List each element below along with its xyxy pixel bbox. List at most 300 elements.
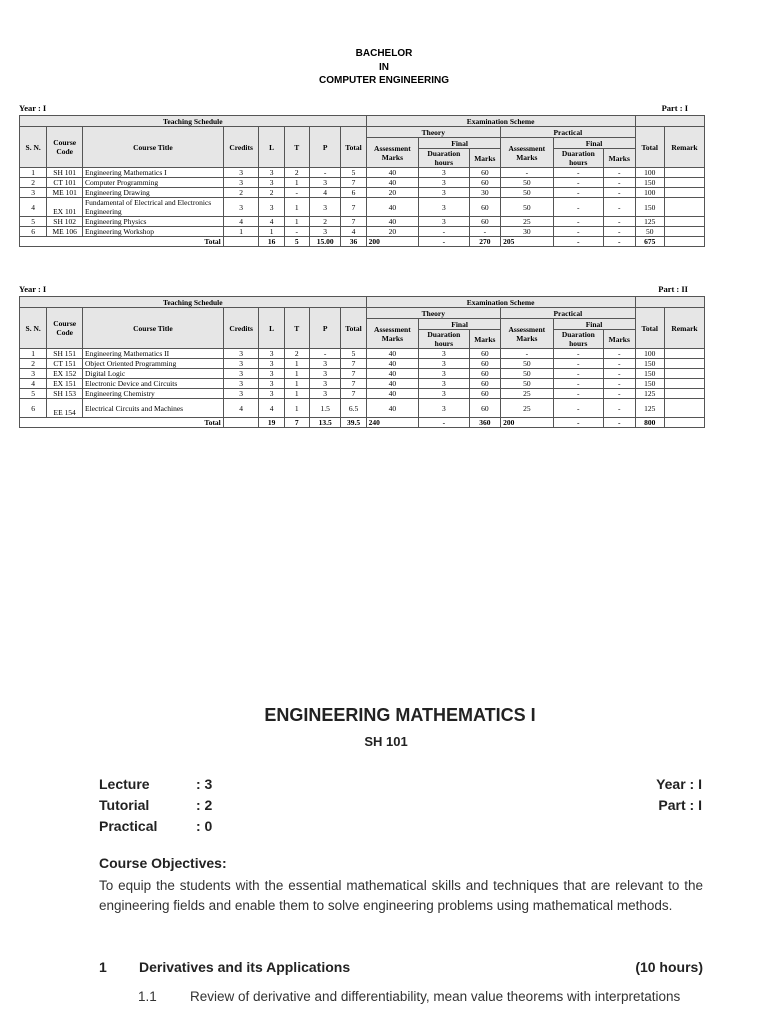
practical-marks-header: Marks	[604, 149, 636, 168]
marks-total-header: Total	[635, 127, 664, 168]
table-cell: 60	[469, 359, 501, 369]
table-cell: 20	[366, 227, 419, 237]
section-heading	[99, 959, 703, 975]
table-cell: 3	[309, 178, 341, 188]
practical-duration-header: Duaration hours	[553, 149, 603, 168]
header-row	[20, 116, 705, 127]
table-cell: 150	[635, 379, 664, 389]
table-cell: Engineering Chemistry	[83, 389, 224, 399]
table-cell: 3	[309, 369, 341, 379]
course-title-header: Course Title	[83, 308, 224, 349]
practical-row	[99, 816, 212, 837]
table-cell: 4	[20, 379, 47, 389]
table-cell: 40	[366, 217, 419, 227]
table-cell: -	[553, 349, 603, 359]
totals-row	[20, 418, 705, 428]
theory-marks-header: Marks	[469, 149, 501, 168]
course-part: Part : I	[658, 797, 702, 813]
table-cell: Electrical Circuits and Machines	[83, 399, 224, 418]
table-cell: 50	[501, 198, 554, 217]
total-cell: 270	[469, 237, 501, 247]
table-cell: 5	[20, 389, 47, 399]
table-cell: 3	[259, 349, 284, 359]
table-cell: -	[553, 379, 603, 389]
subsection	[138, 987, 698, 1006]
total-cell: 360	[469, 418, 501, 428]
table-cell: 7	[341, 379, 366, 389]
table-cell: Computer Programming	[83, 178, 224, 188]
table-cell	[664, 168, 704, 178]
table-cell: 60	[469, 399, 501, 418]
theory-final-header: Final	[419, 319, 501, 330]
remark-header: Remark	[664, 127, 704, 168]
table-cell: 2	[284, 349, 309, 359]
table-cell: 20	[366, 188, 419, 198]
table-cell: 3	[309, 379, 341, 389]
table-row	[20, 399, 705, 418]
total-cell: 15.00	[309, 237, 341, 247]
table-row	[20, 349, 705, 359]
table-cell: Digital Logic	[83, 369, 224, 379]
schedule-table-part1	[19, 115, 705, 247]
section-title: Derivatives and its Applications	[139, 959, 351, 975]
table-cell: ME 106	[47, 227, 83, 237]
table-cell: -	[604, 369, 636, 379]
table-row	[20, 227, 705, 237]
table-cell: -	[553, 178, 603, 188]
section-hours: (10 hours)	[635, 959, 703, 975]
course-code-header: Course Code	[47, 127, 83, 168]
table-cell: 6.5	[341, 399, 366, 418]
subsection-number: 1.1	[138, 989, 157, 1004]
table-cell: -	[309, 349, 341, 359]
total-cell: 16	[259, 237, 284, 247]
table-cell: 2	[20, 359, 47, 369]
table-cell: Engineering Mathematics II	[83, 349, 224, 359]
table-cell: 1	[284, 389, 309, 399]
table-cell: 1	[284, 198, 309, 217]
table-cell: 3	[419, 369, 469, 379]
table-cell: 1	[284, 399, 309, 418]
table-cell: CT 151	[47, 359, 83, 369]
practical-assessment-header: Assessment Marks	[501, 138, 554, 168]
table-cell: -	[469, 227, 501, 237]
table-cell: 3	[20, 188, 47, 198]
credits-header: Credits	[223, 127, 259, 168]
table-cell: -	[604, 359, 636, 369]
table-cell: 5	[341, 349, 366, 359]
table-cell: EE 154	[47, 399, 83, 418]
table-cell: Engineering Workshop	[83, 227, 224, 237]
table-cell: SH 153	[47, 389, 83, 399]
table-cell: EX 152	[47, 369, 83, 379]
table-cell: 3	[223, 369, 259, 379]
teaching-schedule-header: Teaching Schedule	[20, 297, 367, 308]
total-cell: -	[419, 418, 469, 428]
table-cell: -	[419, 227, 469, 237]
table-cell: 100	[635, 188, 664, 198]
table-cell: 60	[469, 369, 501, 379]
total-cell: 800	[635, 418, 664, 428]
remark-header: Remark	[664, 308, 704, 349]
table-cell: -	[604, 227, 636, 237]
table-cell: 2	[284, 168, 309, 178]
table-cell: 3	[259, 359, 284, 369]
lecture-value: : 3	[196, 776, 213, 792]
table-cell: 3	[309, 198, 341, 217]
header-blank	[635, 116, 704, 127]
table-cell: -	[501, 349, 554, 359]
table-cell: 40	[366, 359, 419, 369]
table-cell: -	[553, 198, 603, 217]
objectives-text: To equip the students with the essential mathematical skills and techniques that are relevant to the engineering fields and enable them to solve engineering problems using mathematical methods.	[99, 878, 703, 913]
table-cell: -	[553, 217, 603, 227]
practical-label: Practical	[99, 818, 158, 834]
table-cell: 3	[223, 379, 259, 389]
practical-header: P	[309, 308, 341, 349]
table-cell: 6	[20, 399, 47, 418]
table-cell: SH 102	[47, 217, 83, 227]
table-cell: 40	[366, 389, 419, 399]
section-number: 1	[99, 959, 107, 975]
table-cell: Engineering Mathematics I	[83, 168, 224, 178]
totals-label: Total	[20, 237, 224, 247]
table-cell: Engineering Drawing	[83, 188, 224, 198]
table-cell: -	[604, 399, 636, 418]
total-cell: 200	[366, 237, 419, 247]
table-cell: -	[604, 217, 636, 227]
table-cell: 3	[309, 389, 341, 399]
total-cell: -	[419, 237, 469, 247]
table-cell: 1	[284, 359, 309, 369]
table-cell: 50	[501, 359, 554, 369]
table-row	[20, 198, 705, 217]
table-cell: 3	[419, 178, 469, 188]
table-cell: SH 101	[47, 168, 83, 178]
table-cell: 3	[419, 188, 469, 198]
table-cell	[223, 418, 259, 428]
lecture-header: L	[259, 308, 284, 349]
table-cell	[664, 227, 704, 237]
practical-assessment-header: Assessment Marks	[501, 319, 554, 349]
table-cell: 5	[20, 217, 47, 227]
table-cell: 6	[341, 188, 366, 198]
tutorial-row	[99, 795, 212, 816]
table-cell: 4	[20, 198, 47, 217]
table-cell: 3	[309, 227, 341, 237]
table-cell: 3	[259, 198, 284, 217]
table-cell: -	[284, 227, 309, 237]
totals-label: Total	[20, 418, 224, 428]
table-cell: 3	[419, 399, 469, 418]
table-cell: Object Oriented Programming	[83, 359, 224, 369]
table-cell: 3	[223, 178, 259, 188]
table-cell: 60	[469, 349, 501, 359]
table-cell: 3	[419, 349, 469, 359]
course-code-header: Course Code	[47, 308, 83, 349]
theory-assessment-header: Assessment Marks	[366, 138, 419, 168]
sn-header: S. N.	[20, 308, 47, 349]
table-cell: 2	[20, 178, 47, 188]
total-cell: -	[553, 418, 603, 428]
hours-total-header: Total	[341, 308, 366, 349]
table-cell: 60	[469, 168, 501, 178]
table-cell: -	[553, 399, 603, 418]
table-row	[20, 379, 705, 389]
tutorial-header: T	[284, 308, 309, 349]
table-cell: 1	[284, 369, 309, 379]
table-cell	[664, 379, 704, 389]
table-cell: -	[501, 168, 554, 178]
table-cell: 3	[259, 389, 284, 399]
practical-final-header: Final	[553, 319, 635, 330]
table-cell: 30	[469, 188, 501, 198]
program-header	[0, 47, 768, 88]
lecture-header: L	[259, 127, 284, 168]
header-row	[20, 297, 705, 308]
total-cell: 5	[284, 237, 309, 247]
tutorial-header: T	[284, 127, 309, 168]
table-cell: 6	[20, 227, 47, 237]
table-cell: 4	[259, 217, 284, 227]
table-cell: 2	[259, 188, 284, 198]
table-cell: 150	[635, 369, 664, 379]
table-cell: 50	[501, 379, 554, 389]
examination-scheme-header: Examination Scheme	[366, 116, 635, 127]
table-cell: -	[309, 168, 341, 178]
sn-header: S. N.	[20, 127, 47, 168]
theory-header: Theory	[366, 127, 500, 138]
hours-total-header: Total	[341, 127, 366, 168]
table-cell: 150	[635, 198, 664, 217]
total-cell	[664, 237, 704, 247]
total-cell: 13.5	[309, 418, 341, 428]
table-cell: -	[553, 168, 603, 178]
table-cell: 40	[366, 379, 419, 389]
tutorial-label: Tutorial	[99, 797, 150, 813]
table-cell: 40	[366, 369, 419, 379]
table-cell: 125	[635, 389, 664, 399]
table-cell: -	[553, 389, 603, 399]
table-cell: 1	[259, 227, 284, 237]
part1-part: Part : I	[661, 103, 688, 113]
table-cell: 3	[20, 369, 47, 379]
table-cell: 3	[223, 359, 259, 369]
table-cell: -	[604, 188, 636, 198]
table-cell: 4	[341, 227, 366, 237]
table-row	[20, 217, 705, 227]
table-cell: -	[604, 198, 636, 217]
table-cell: 3	[259, 178, 284, 188]
table-cell: CT 101	[47, 178, 83, 188]
table-cell: 25	[501, 217, 554, 227]
table-cell	[223, 237, 259, 247]
table-cell: EX 151	[47, 379, 83, 389]
table-cell: 150	[635, 359, 664, 369]
course-year: Year : I	[656, 776, 702, 792]
total-cell: -	[604, 237, 636, 247]
theory-duration-header: Duaration hours	[419, 149, 469, 168]
table-cell: 125	[635, 217, 664, 227]
table-cell: 60	[469, 389, 501, 399]
table-cell: 40	[366, 198, 419, 217]
total-cell: 675	[635, 237, 664, 247]
part1-year-part-line	[19, 103, 688, 115]
table-cell	[664, 198, 704, 217]
table-cell: 3	[223, 198, 259, 217]
table-cell	[664, 178, 704, 188]
practical-final-header: Final	[553, 138, 635, 149]
table-row	[20, 178, 705, 188]
practical-exam-header: Practical	[501, 127, 635, 138]
table-row	[20, 359, 705, 369]
header-blank	[635, 297, 704, 308]
header-row	[20, 308, 705, 319]
table-cell: 50	[501, 369, 554, 379]
table-cell: 3	[309, 359, 341, 369]
table-cell: 60	[469, 178, 501, 188]
objectives-heading: Course Objectives:	[99, 855, 227, 871]
course-hours	[99, 774, 212, 837]
table-cell: 1	[20, 349, 47, 359]
subsection-text: Review of derivative and differentiability, mean value theorems with interpretations	[190, 989, 681, 1004]
marks-total-header: Total	[635, 308, 664, 349]
part2-part: Part : II	[658, 284, 688, 294]
total-cell: 200	[501, 418, 554, 428]
table-cell: 3	[223, 349, 259, 359]
table-cell: Electronic Device and Circuits	[83, 379, 224, 389]
part2-year: Year : I	[19, 284, 47, 294]
theory-marks-header: Marks	[469, 330, 501, 349]
table-cell: 4	[223, 217, 259, 227]
schedule-table-part2	[19, 296, 705, 428]
course-code: SH 101	[364, 734, 408, 749]
table-cell: 2	[309, 217, 341, 227]
table-cell: 25	[501, 399, 554, 418]
table-cell: ME 101	[47, 188, 83, 198]
table-cell	[664, 369, 704, 379]
table-cell	[664, 389, 704, 399]
table-cell: 50	[501, 188, 554, 198]
table-cell: 3	[419, 379, 469, 389]
table-cell: 40	[366, 399, 419, 418]
table-cell: 7	[341, 369, 366, 379]
table-cell: 60	[469, 198, 501, 217]
course-title: ENGINEERING MATHEMATICS I	[264, 705, 536, 725]
table-cell: -	[553, 369, 603, 379]
table-cell: Engineering Physics	[83, 217, 224, 227]
table-cell: 3	[259, 379, 284, 389]
table-cell: 4	[223, 399, 259, 418]
practical-header: P	[309, 127, 341, 168]
practical-value: : 0	[196, 818, 213, 834]
teaching-schedule-header: Teaching Schedule	[20, 116, 367, 127]
total-cell: -	[604, 418, 636, 428]
table-cell: -	[604, 168, 636, 178]
table-cell: 1	[284, 217, 309, 227]
table-cell: -	[553, 188, 603, 198]
table-cell: 7	[341, 178, 366, 188]
table-cell: 1	[20, 168, 47, 178]
table-cell	[664, 399, 704, 418]
table-cell: 3	[259, 168, 284, 178]
table-cell: 100	[635, 349, 664, 359]
table-cell	[664, 188, 704, 198]
table-cell: 1	[284, 379, 309, 389]
lecture-row	[99, 774, 212, 795]
table-cell: 3	[419, 359, 469, 369]
total-cell	[664, 418, 704, 428]
table-cell: 7	[341, 389, 366, 399]
table-cell: 30	[501, 227, 554, 237]
table-cell: -	[604, 178, 636, 188]
table-cell	[664, 349, 704, 359]
theory-assessment-header: Assessment Marks	[366, 319, 419, 349]
table-cell: 1	[284, 178, 309, 188]
table-cell: -	[553, 359, 603, 369]
table-cell: 125	[635, 399, 664, 418]
total-cell: 7	[284, 418, 309, 428]
header-line-program: COMPUTER ENGINEERING	[318, 75, 449, 86]
table-cell: 25	[501, 389, 554, 399]
table-row	[20, 389, 705, 399]
table-cell: 7	[341, 217, 366, 227]
practical-exam-header: Practical	[501, 308, 635, 319]
header-line-in: IN	[379, 61, 389, 73]
total-cell: 240	[366, 418, 419, 428]
examination-scheme-header: Examination Scheme	[366, 297, 635, 308]
table-cell: 40	[366, 168, 419, 178]
totals-row	[20, 237, 705, 247]
table-cell: 3	[419, 389, 469, 399]
table-cell: -	[284, 188, 309, 198]
table-cell: -	[604, 349, 636, 359]
table-cell: 100	[635, 168, 664, 178]
table-cell: 3	[223, 168, 259, 178]
table-cell: 40	[366, 178, 419, 188]
table-cell: EX 101	[47, 198, 83, 217]
table-cell: 3	[419, 168, 469, 178]
practical-duration-header: Duaration hours	[553, 330, 603, 349]
table-cell: 60	[469, 379, 501, 389]
total-cell: 36	[341, 237, 366, 247]
header-row	[20, 127, 705, 138]
table-cell: -	[604, 379, 636, 389]
table-cell: 3	[223, 389, 259, 399]
total-cell: 19	[259, 418, 284, 428]
table-cell: 50	[635, 227, 664, 237]
theory-header: Theory	[366, 308, 500, 319]
table-row	[20, 168, 705, 178]
theory-final-header: Final	[419, 138, 501, 149]
theory-duration-header: Duaration hours	[419, 330, 469, 349]
table-cell: 7	[341, 359, 366, 369]
lecture-label: Lecture	[99, 776, 150, 792]
table-cell: 3	[259, 369, 284, 379]
table-cell: -	[604, 389, 636, 399]
table-cell: 50	[501, 178, 554, 188]
table-cell: 2	[223, 188, 259, 198]
header-line-bachelor: BACHELOR	[355, 48, 413, 59]
tutorial-value: : 2	[196, 797, 213, 813]
table-cell	[664, 359, 704, 369]
table-cell: 5	[341, 168, 366, 178]
table-row	[20, 369, 705, 379]
course-year-part	[656, 774, 702, 816]
table-cell: 150	[635, 178, 664, 188]
course-title-header: Course Title	[83, 127, 224, 168]
part2-year-part-line	[19, 284, 688, 296]
